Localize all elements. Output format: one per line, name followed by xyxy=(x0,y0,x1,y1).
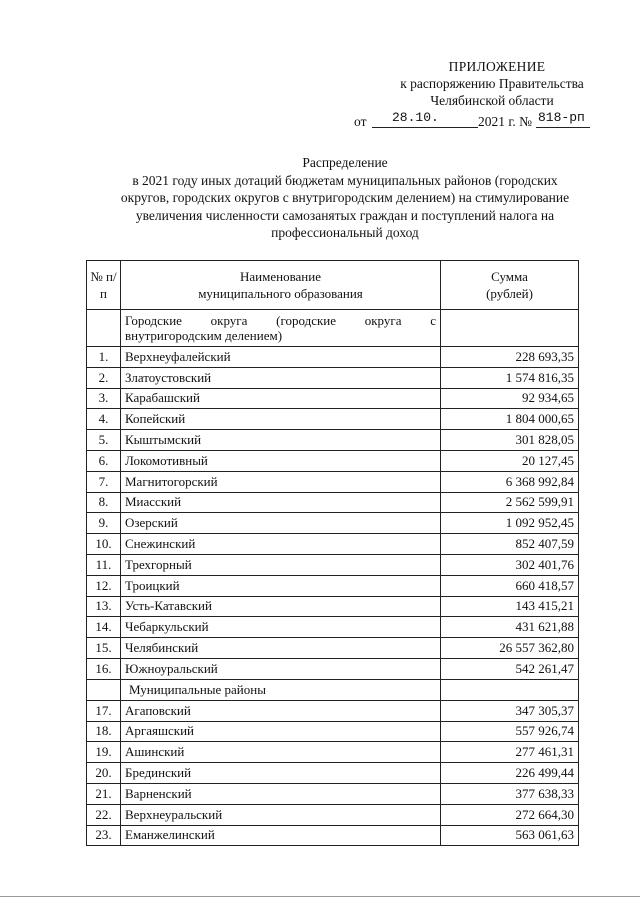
table-row xyxy=(87,638,579,659)
section-districts-sum xyxy=(441,679,579,700)
date-underline xyxy=(372,127,478,128)
row-number: 23. xyxy=(87,825,121,846)
row-number: 21. xyxy=(87,783,121,804)
table-row xyxy=(87,804,579,825)
distribution-table xyxy=(86,260,579,846)
section-cities-name xyxy=(121,310,441,347)
row-number: 13. xyxy=(87,596,121,617)
appendix-line-1: к распоряжению Правительства xyxy=(400,76,584,91)
row-municipality-name: Троицкий xyxy=(121,575,441,596)
row-municipality-name: Магнитогорский xyxy=(121,471,441,492)
row-municipality-name: Варненский xyxy=(121,783,441,804)
section-cities-line-1: Городские округа (городские округа с xyxy=(125,313,436,328)
row-amount: 542 261,47 xyxy=(441,658,579,679)
row-amount: 143 415,21 xyxy=(441,596,579,617)
table-header-row xyxy=(87,261,579,310)
row-number: 18. xyxy=(87,721,121,742)
document-title-line-3: округов, городских округов с внутригородским делением) на стимулирование xyxy=(120,190,570,205)
row-number: 20. xyxy=(87,763,121,784)
section-row-districts xyxy=(87,679,579,700)
row-number: 3. xyxy=(87,388,121,409)
row-municipality-name: Озерский xyxy=(121,513,441,534)
document-title-line-2: в 2021 году иных дотаций бюджетам муниципальных районов (городских xyxy=(132,172,558,188)
row-amount: 302 401,76 xyxy=(441,554,579,575)
row-number: 5. xyxy=(87,430,121,451)
row-amount: 660 418,57 xyxy=(441,575,579,596)
row-municipality-name: Еманжелинский xyxy=(121,825,441,846)
row-number: 14. xyxy=(87,617,121,638)
row-amount: 1 804 000,65 xyxy=(441,409,579,430)
number-underline xyxy=(536,127,590,128)
section-cities-line-2: внутригородским делением) xyxy=(125,328,283,343)
table-row xyxy=(87,513,579,534)
table-row xyxy=(87,534,579,555)
row-amount: 301 828,05 xyxy=(441,430,579,451)
row-municipality-name: Миасский xyxy=(121,492,441,513)
row-number: 9. xyxy=(87,513,121,534)
row-amount: 277 461,31 xyxy=(441,742,579,763)
row-amount: 1 092 952,45 xyxy=(441,513,579,534)
section-cities-num xyxy=(87,310,121,347)
row-municipality-name: Локомотивный xyxy=(121,450,441,471)
table-row xyxy=(87,825,579,846)
row-municipality-name: Южноуральский xyxy=(121,658,441,679)
row-municipality-name: Копейский xyxy=(121,409,441,430)
row-amount: 2 562 599,91 xyxy=(441,492,579,513)
row-number: 6. xyxy=(87,450,121,471)
row-municipality-name: Усть-Катавский xyxy=(121,596,441,617)
appendix-from-word: от xyxy=(354,114,367,129)
row-municipality-name: Златоустовский xyxy=(121,367,441,388)
appendix-date-handwritten: 28.10. xyxy=(392,110,439,125)
table-row xyxy=(87,347,579,368)
table-row xyxy=(87,617,579,638)
table-row xyxy=(87,554,579,575)
row-municipality-name: Верхнеуфалейский xyxy=(121,347,441,368)
row-number: 4. xyxy=(87,409,121,430)
row-amount: 377 638,33 xyxy=(441,783,579,804)
row-municipality-name: Трехгорный xyxy=(121,554,441,575)
row-municipality-name: Карабашский xyxy=(121,388,441,409)
row-amount: 557 926,74 xyxy=(441,721,579,742)
section-districts-name: Муниципальные районы xyxy=(121,679,441,700)
row-amount: 20 127,45 xyxy=(441,450,579,471)
section-cities-sum xyxy=(441,310,579,347)
header-num-text: № п/п xyxy=(90,269,117,301)
row-municipality-name: Чебаркульский xyxy=(121,617,441,638)
row-number: 22. xyxy=(87,804,121,825)
row-number: 11. xyxy=(87,554,121,575)
row-amount: 92 934,65 xyxy=(441,388,579,409)
header-name xyxy=(121,261,441,310)
table-row xyxy=(87,409,579,430)
header-sum-line-1: Сумма xyxy=(491,269,528,284)
row-amount: 431 621,88 xyxy=(441,617,579,638)
header-sum-line-2: (рублей) xyxy=(486,286,533,301)
document-title-line-4: увеличения численности самозанятых граждан и поступлений налога на xyxy=(135,207,555,223)
row-municipality-name: Аргаяшский xyxy=(121,721,441,742)
row-amount: 6 368 992,84 xyxy=(441,471,579,492)
table-row xyxy=(87,450,579,471)
row-amount: 228 693,35 xyxy=(441,347,579,368)
row-municipality-name: Верхнеуральский xyxy=(121,804,441,825)
row-municipality-name: Агаповский xyxy=(121,700,441,721)
section-row-cities xyxy=(87,310,579,347)
table-row xyxy=(87,471,579,492)
table-row xyxy=(87,367,579,388)
row-number: 17. xyxy=(87,700,121,721)
row-number: 2. xyxy=(87,367,121,388)
appendix-date-line xyxy=(352,109,602,131)
appendix-number-handwritten: 818-рп xyxy=(538,110,585,125)
row-municipality-name: Снежинский xyxy=(121,534,441,555)
row-number: 15. xyxy=(87,638,121,659)
table-row xyxy=(87,430,579,451)
row-municipality-name: Кыштымский xyxy=(121,430,441,451)
row-municipality-name: Ашинский xyxy=(121,742,441,763)
row-number: 12. xyxy=(87,575,121,596)
page-bottom-edge xyxy=(0,896,640,897)
row-amount: 26 557 362,80 xyxy=(441,638,579,659)
row-number: 10. xyxy=(87,534,121,555)
header-sum xyxy=(441,261,579,310)
row-number: 8. xyxy=(87,492,121,513)
table-row xyxy=(87,492,579,513)
row-municipality-name: Брединский xyxy=(121,763,441,784)
header-name-line-1: Наименование xyxy=(240,269,321,284)
section-districts-num xyxy=(87,679,121,700)
row-amount: 226 499,44 xyxy=(441,763,579,784)
document-title-line-1: Распределение xyxy=(302,155,388,170)
row-number: 16. xyxy=(87,658,121,679)
table-row xyxy=(87,763,579,784)
row-amount: 1 574 816,35 xyxy=(441,367,579,388)
table-row xyxy=(87,658,579,679)
header-name-line-2: муниципального образования xyxy=(198,286,363,301)
table-row xyxy=(87,700,579,721)
row-number: 7. xyxy=(87,471,121,492)
table-row xyxy=(87,388,579,409)
document-title-line-5: профессиональный доход xyxy=(271,225,419,240)
table-row xyxy=(87,721,579,742)
row-amount: 272 664,30 xyxy=(441,804,579,825)
appendix-line-2: Челябинской области xyxy=(430,93,554,108)
table-row xyxy=(87,742,579,763)
row-number: 1. xyxy=(87,347,121,368)
document-title xyxy=(80,154,610,242)
appendix-header xyxy=(352,58,602,131)
row-municipality-name: Челябинский xyxy=(121,638,441,659)
row-amount: 563 061,63 xyxy=(441,825,579,846)
row-amount: 347 305,37 xyxy=(441,700,579,721)
header-num xyxy=(87,261,121,310)
row-number: 19. xyxy=(87,742,121,763)
table-row xyxy=(87,596,579,617)
appendix-title: ПРИЛОЖЕНИЕ xyxy=(448,59,546,74)
table-row xyxy=(87,783,579,804)
appendix-year-text: 2021 г. № xyxy=(478,114,533,129)
table-row xyxy=(87,575,579,596)
row-amount: 852 407,59 xyxy=(441,534,579,555)
